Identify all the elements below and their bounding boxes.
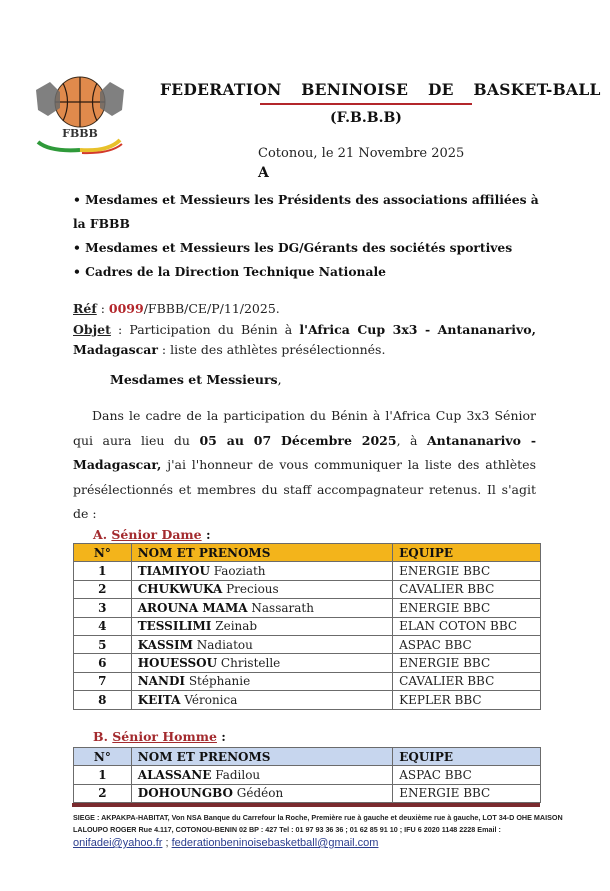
row-number: 1 <box>74 766 132 784</box>
row-number: 8 <box>74 691 132 709</box>
athlete-last-name: AROUNA MAMA <box>137 600 248 615</box>
row-number: 5 <box>74 635 132 653</box>
section-title-senior-dame <box>93 527 211 542</box>
section-prefix: B. <box>93 729 113 744</box>
column-header-name: NOM ET PRENOMS <box>131 544 392 562</box>
row-number: 7 <box>74 672 132 690</box>
column-header-team: EQUIPE <box>393 544 541 562</box>
section-title-senior-homme <box>93 729 226 744</box>
athlete-first-name: Faoziath <box>213 564 266 579</box>
table-row <box>74 654 541 672</box>
body-paragraph <box>73 404 536 527</box>
objet-label: Objet <box>73 322 111 337</box>
recipient-item: la FBBB <box>73 216 130 231</box>
table-row <box>74 635 541 653</box>
athlete-name <box>131 617 392 635</box>
row-number: 2 <box>74 580 132 598</box>
reference-line <box>73 301 280 316</box>
athlete-last-name: TIAMIYOU <box>137 564 210 579</box>
athlete-team: ENERGIE BBC <box>393 654 541 672</box>
table-row <box>74 599 541 617</box>
section-suffix: : <box>201 527 211 542</box>
objet-event: l'Africa Cup 3x3 - Antananarivo, Madagascar <box>73 322 536 357</box>
footer-line-2: LALOUPO ROGER Rue 4.117, COTONOU-BENIN 02 BP : 427 Tel : 01 97 93 36 36 ; 01 62 85 91 10 ; IFU 6 2020 1148 2228 Email : <box>73 825 501 834</box>
table-row <box>74 784 541 802</box>
column-header-number: N° <box>74 544 132 562</box>
table-row <box>74 766 541 784</box>
athlete-team: ASPAC BBC <box>393 766 541 784</box>
federation-title: FEDERATION BENINOISE DE BASKET-BALL <box>160 80 601 99</box>
table-header-row <box>74 544 541 562</box>
athlete-first-name: Precious <box>226 582 279 597</box>
athlete-last-name: HOUESSOU <box>137 656 218 671</box>
basketball-logo-icon <box>30 70 130 160</box>
row-number: 6 <box>74 654 132 672</box>
athlete-last-name: NANDI <box>137 674 185 689</box>
objet-line <box>73 320 536 360</box>
recipient-item: • Mesdames et Messieurs les DG/Gérants des sociétés sportives <box>73 240 513 255</box>
athlete-first-name: Nadiatou <box>196 637 253 652</box>
section-name: Sénior Homme <box>112 729 217 744</box>
footer-line-1: SIEGE : AKPAKPA-HABITAT, Von NSA Banque du Carrefour la Roche, Première rue à gauche et deuxième rue à gauche, LOT 34-D OHE MAISON <box>73 813 563 822</box>
email-separator: ; <box>162 837 172 849</box>
recipient-item: • Cadres de la Direction Technique Nationale <box>73 264 386 279</box>
column-header-team: EQUIPE <box>393 748 541 766</box>
athlete-first-name: Nassarath <box>251 600 314 615</box>
reference-label: Réf <box>73 301 97 316</box>
athlete-last-name: KASSIM <box>137 637 193 652</box>
recipient-label: A <box>258 165 269 181</box>
senior-dame-table <box>73 543 541 710</box>
athlete-name <box>131 635 392 653</box>
athlete-name <box>131 766 392 784</box>
athlete-name <box>131 672 392 690</box>
section-prefix: A. <box>93 527 112 542</box>
section-suffix: : <box>216 729 226 744</box>
objet-text: : Participation du Bénin à <box>110 322 300 337</box>
table-row <box>74 672 541 690</box>
svg-text:FBBB: FBBB <box>62 127 98 140</box>
athlete-first-name: Fadilou <box>215 768 261 783</box>
athlete-name <box>131 599 392 617</box>
fbbb-logo <box>30 70 130 160</box>
recipient-list <box>73 188 543 284</box>
email-link-gmail[interactable]: federationbeninoisebasketball@gmail.com <box>171 837 379 849</box>
athlete-last-name: DOHOUNGBO <box>137 786 233 801</box>
salutation-comma: , <box>277 372 282 387</box>
event-place: Antananarivo - Madagascar, <box>73 432 537 472</box>
table-row <box>74 562 541 580</box>
athlete-name <box>131 562 392 580</box>
salutation <box>110 372 282 387</box>
reference-rest: /FBBB/CE/P/11/2025. <box>143 301 280 316</box>
row-number: 1 <box>74 562 132 580</box>
athlete-first-name: Stéphanie <box>188 674 251 689</box>
event-dates: 05 au 07 Décembre 2025 <box>199 432 397 448</box>
body-text-2: , à <box>396 432 427 448</box>
column-header-name: NOM ET PRENOMS <box>131 748 392 766</box>
athlete-first-name: Gédéon <box>236 786 284 801</box>
section-name: Sénior Dame <box>111 527 202 542</box>
athlete-team: ENERGIE BBC <box>393 784 541 802</box>
title-underline <box>260 103 472 105</box>
athlete-team: ENERGIE BBC <box>393 562 541 580</box>
table-row <box>74 691 541 709</box>
row-number: 4 <box>74 617 132 635</box>
table-row <box>74 617 541 635</box>
athlete-team: CAVALIER BBC <box>393 580 541 598</box>
senior-homme-table <box>73 747 541 803</box>
athlete-team: ELAN COTON BBC <box>393 617 541 635</box>
table-row <box>74 580 541 598</box>
athlete-name <box>131 691 392 709</box>
row-number: 2 <box>74 784 132 802</box>
footer-divider <box>72 803 540 807</box>
athlete-last-name: TESSILIMI <box>137 619 212 634</box>
recipient-item: • Mesdames et Messieurs les Présidents des associations affiliées à <box>73 192 539 207</box>
athlete-last-name: KEITA <box>137 692 181 707</box>
athlete-first-name: Christelle <box>220 656 281 671</box>
athlete-name <box>131 654 392 672</box>
footer-emails <box>73 837 378 849</box>
objet-text-end: : liste des athlètes présélectionnés. <box>157 342 386 357</box>
athlete-name <box>131 784 392 802</box>
footer-address <box>73 812 563 836</box>
athlete-team: KEPLER BBC <box>393 691 541 709</box>
athlete-team: ENERGIE BBC <box>393 599 541 617</box>
athlete-team: CAVALIER BBC <box>393 672 541 690</box>
athlete-last-name: ALASSANE <box>137 768 212 783</box>
federation-acronym: (F.B.B.B) <box>330 110 402 126</box>
athlete-first-name: Zeinab <box>215 619 258 634</box>
reference-sep: : <box>96 301 109 316</box>
table-header-row <box>74 748 541 766</box>
date-line: Cotonou, le 21 Novembre 2025 <box>258 146 465 161</box>
athlete-team: ASPAC BBC <box>393 635 541 653</box>
athlete-name <box>131 580 392 598</box>
body-text-3: j'ai l'honneur de vous communiquer la liste des athlètes présélectionnés et membres du staff accompagnateur retenus. Il s'agit de : <box>73 457 536 521</box>
row-number: 3 <box>74 599 132 617</box>
email-link-yahoo[interactable]: onifadei@yahoo.fr <box>73 837 163 849</box>
salutation-text: Mesdames et Messieurs <box>110 372 278 387</box>
reference-number: 0099 <box>108 301 144 316</box>
body-text-1: Dans le cadre de la participation du Bénin à l'Africa Cup 3x3 Sénior qui aura lieu du <box>73 408 536 448</box>
athlete-first-name: Véronica <box>184 692 238 707</box>
column-header-number: N° <box>74 748 132 766</box>
athlete-last-name: CHUKWUKA <box>137 582 223 597</box>
